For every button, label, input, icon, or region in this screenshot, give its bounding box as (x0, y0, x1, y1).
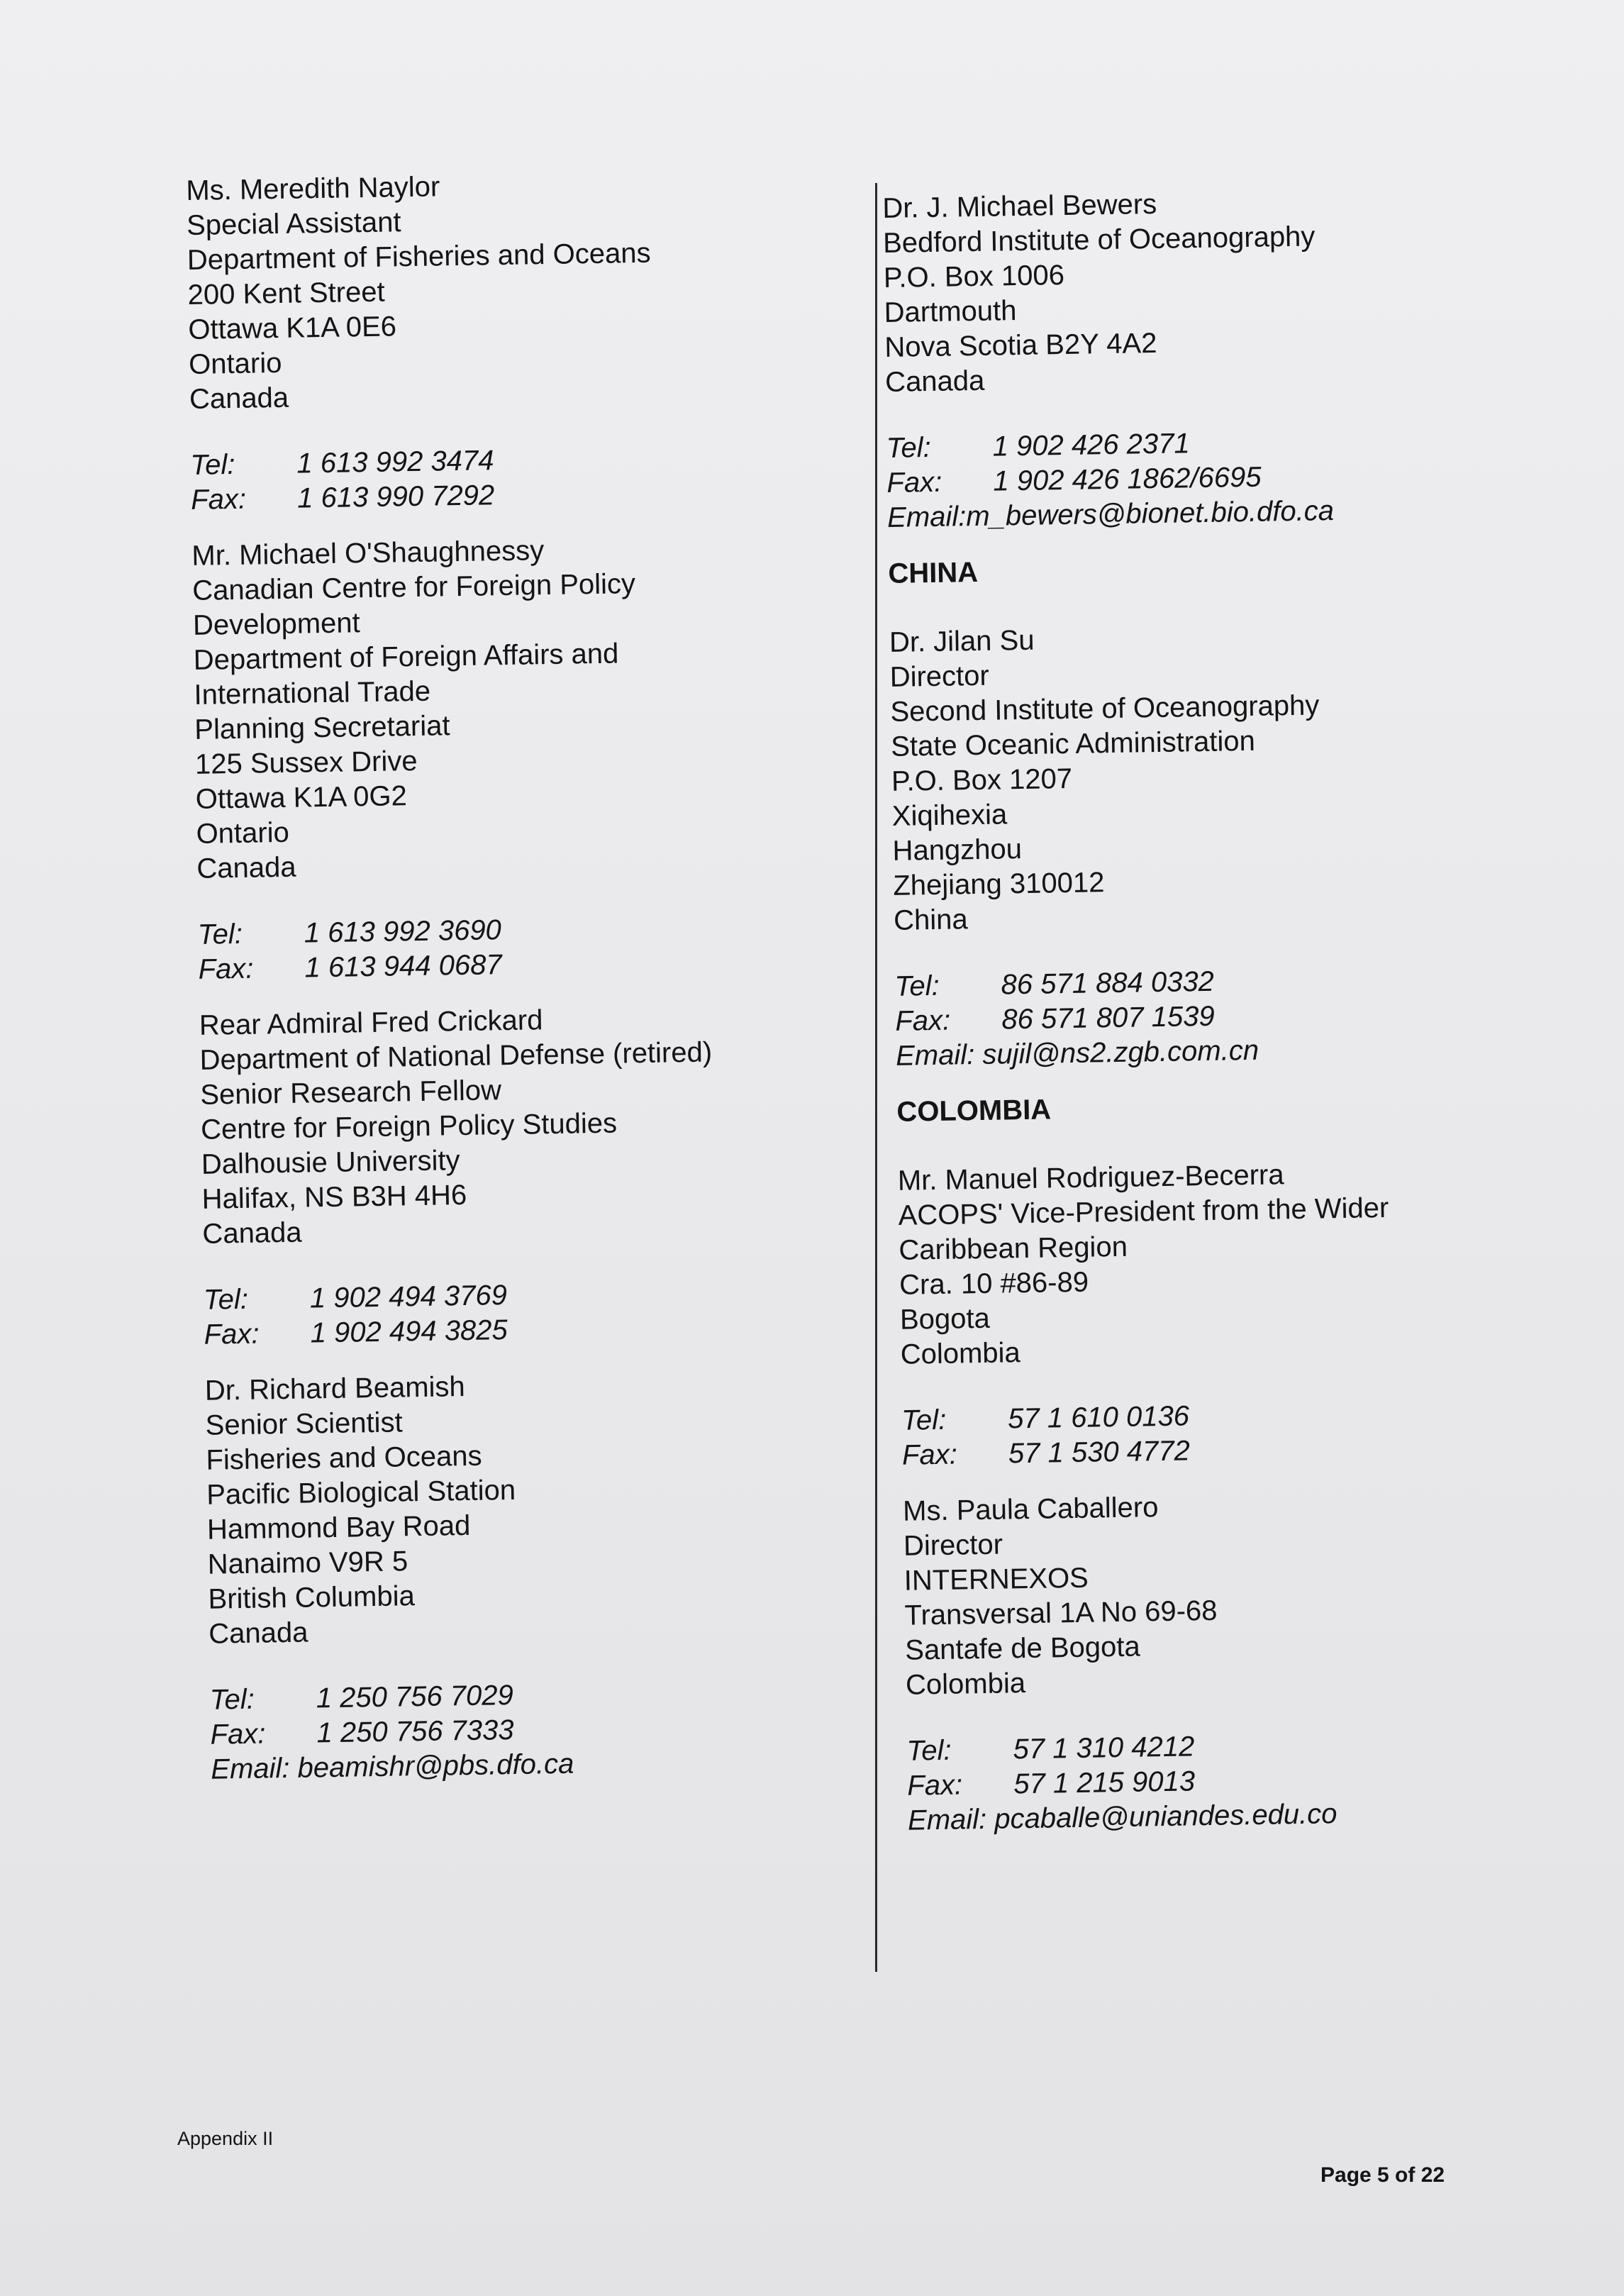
entry-line: Dr. Richard Beamish (204, 1371, 466, 1407)
entry-line: International Trade (194, 675, 431, 711)
entry-line: Nanaimo V9R 5 (207, 1546, 408, 1580)
contact-entry (882, 181, 1555, 536)
email-label: Email: (210, 1752, 290, 1785)
entry-line: Special Assistant (186, 206, 401, 241)
left-column (186, 164, 850, 1809)
email-value: beamishr@pbs.dfo.ca (297, 1748, 574, 1784)
entry-line: British Columbia (208, 1580, 416, 1615)
tel-value: 1 613 992 3474 (296, 445, 494, 479)
fax-label: Fax: (901, 1438, 958, 1471)
fax-value: 86 571 807 1539 (1001, 1000, 1215, 1036)
entry-line: Dalhousie University (201, 1145, 460, 1180)
fax-label: Fax: (886, 466, 942, 499)
entry-line: 125 Sussex Drive (194, 745, 418, 780)
column-divider (875, 183, 877, 1972)
entry-line: Hangzhou (892, 833, 1023, 867)
tel-value: 1 250 756 7029 (316, 1680, 514, 1714)
email-value: sujil@ns2.zgb.com.cn (982, 1034, 1259, 1070)
entry-line: Dr. Jilan Su (889, 624, 1035, 658)
tel-value: 1 613 992 3690 (304, 914, 502, 949)
contact-entry (205, 1364, 850, 1787)
email-value: m_bewers@bionet.bio.dfo.ca (966, 495, 1335, 533)
tel-value: 57 1 310 4212 (1013, 1731, 1195, 1765)
footer-appendix-label: Appendix II (177, 2128, 274, 2149)
entry-line: Canada (884, 365, 985, 398)
entry-line: Mr. Manuel Rodriguez-Becerra (897, 1159, 1284, 1197)
tel-label: Tel: (901, 1404, 947, 1436)
fax-value: 57 1 530 4772 (1008, 1435, 1191, 1470)
entry-line: Rear Admiral Fred Crickard (199, 1004, 543, 1041)
email-value: pcaballe@uniandes.edu.co (994, 1798, 1337, 1835)
email-label: Email: (895, 1039, 975, 1072)
entry-line: Canada (196, 851, 296, 884)
contact-entry (186, 164, 830, 518)
entry-line: China (893, 904, 968, 936)
contact-entry (903, 1484, 1575, 1839)
entry-line: Canadian Centre for Foreign Policy (191, 568, 636, 606)
entry-line: Development (192, 607, 361, 641)
entry-line: Senior Research Fellow (200, 1075, 502, 1111)
entry-line: Ottawa K1A 0G2 (195, 780, 408, 815)
tel-value: 86 571 884 0332 (1001, 965, 1215, 1001)
entry-line: Centre for Foreign Policy Studies (200, 1107, 618, 1146)
entry-line: Ms. Meredith Naylor (186, 171, 440, 206)
entry-line: Ontario (188, 347, 282, 380)
entry-line: Director (889, 660, 990, 693)
entry-line: Transversal 1A No 69-68 (904, 1595, 1218, 1631)
entry-line: Senior Scientist (205, 1407, 403, 1441)
entry-line: Dr. J. Michael Bewers (882, 188, 1157, 224)
entry-line: State Oceanic Administration (890, 725, 1256, 762)
entry-line: INTERNEXOS (903, 1562, 1089, 1597)
contact-entry (898, 1153, 1569, 1473)
right-column (882, 181, 1575, 1859)
tel-label: Tel: (894, 970, 940, 1002)
entry-line: Ottawa K1A 0E6 (188, 311, 397, 345)
tel-value: 57 1 610 0136 (1007, 1400, 1190, 1435)
entry-line: Fisheries and Oceans (206, 1440, 482, 1476)
tel-label: Tel: (203, 1283, 249, 1316)
tel-label: Tel: (209, 1683, 255, 1716)
fax-value: 1 250 756 7333 (316, 1714, 514, 1749)
fax-label: Fax: (906, 1769, 963, 1802)
entry-line: Canada (202, 1216, 302, 1250)
entry-line: Director (903, 1529, 1003, 1562)
fax-value: 1 902 494 3825 (310, 1314, 508, 1349)
entry-line: ACOPS' Vice-President from the Wider (898, 1192, 1389, 1231)
email-label: Email: (907, 1803, 987, 1836)
tel-value: 1 902 426 2371 (992, 428, 1191, 462)
fax-value: 1 613 990 7292 (296, 479, 495, 514)
entry-line: Cra. 10 #86-89 (899, 1266, 1089, 1301)
entry-line: Mr. Michael O'Shaughnessy (191, 535, 545, 572)
fax-value: 1 902 426 1862/6695 (993, 461, 1262, 497)
entry-line: 200 Kent Street (187, 276, 385, 311)
fax-label: Fax: (190, 483, 247, 516)
entry-line: Colombia (905, 1668, 1026, 1701)
entry-line: Pacific Biological Station (206, 1474, 516, 1511)
contact-entry (191, 529, 837, 987)
entry-line: P.O. Box 1207 (891, 762, 1073, 797)
fax-value: 1 613 944 0687 (304, 949, 502, 984)
entry-line: Ms. Paula Caballero (902, 1492, 1159, 1527)
tel-label: Tel: (906, 1734, 952, 1767)
entry-line: Santafe de Bogota (904, 1631, 1141, 1666)
tel-label: Tel: (190, 448, 235, 481)
entry-line: Planning Secretariat (194, 710, 450, 745)
entry-line: Canada (189, 382, 289, 415)
entry-line: Department of Foreign Affairs and (193, 638, 619, 676)
entry-line: Halifax, NS B3H 4H6 (201, 1179, 467, 1215)
fax-label: Fax: (198, 953, 254, 985)
email-label: Email: (886, 501, 967, 533)
entry-line: Dartmouth (884, 295, 1017, 328)
fax-value: 57 1 215 9013 (1013, 1765, 1196, 1800)
entry-line: Bogota (899, 1302, 991, 1336)
footer-page-number: Page 5 of 22 (1320, 2163, 1445, 2187)
entry-line: Department of Fisheries and Oceans (187, 237, 651, 276)
entry-line: Xiqihexia (891, 799, 1008, 832)
tel-label: Tel: (197, 918, 243, 950)
entry-line: Second Institute of Oceanography (890, 689, 1320, 728)
contact-entry (199, 999, 842, 1353)
entry-line: Caribbean Region (899, 1231, 1128, 1266)
entry-line: Department of National Defense (retired) (199, 1036, 713, 1076)
country-heading-colombia: COLOMBIA (896, 1094, 1052, 1128)
fax-label: Fax: (204, 1318, 260, 1351)
tel-value: 1 902 494 3769 (309, 1280, 508, 1314)
country-heading-china: CHINA (888, 556, 979, 589)
entry-line: Bedford Institute of Oceanography (882, 221, 1316, 259)
tel-label: Tel: (886, 431, 932, 464)
entry-line: Canada (208, 1616, 308, 1650)
entry-line: P.O. Box 1006 (883, 259, 1065, 294)
entry-line: Nova Scotia B2Y 4A2 (884, 327, 1157, 363)
entry-line: Colombia (900, 1337, 1021, 1370)
contact-entry (889, 615, 1563, 1074)
fax-label: Fax: (895, 1004, 951, 1037)
entry-line: Ontario (196, 816, 290, 850)
entry-line: Hammond Bay Road (206, 1509, 471, 1546)
entry-line: Zhejiang 310012 (893, 867, 1105, 902)
fax-label: Fax: (210, 1718, 266, 1751)
